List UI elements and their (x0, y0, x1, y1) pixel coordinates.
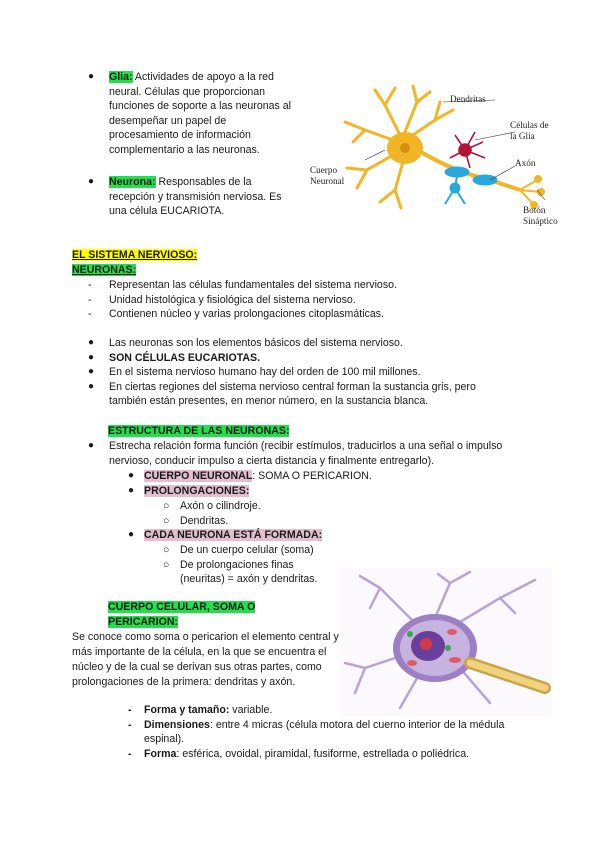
label-cuerpo-1: Cuerpo (310, 165, 338, 175)
bullet-icon: ● (88, 176, 95, 187)
neuronas-dash-list (88, 278, 528, 322)
bullet-icon: ● (128, 529, 135, 540)
label-boton-1: Botón (523, 205, 546, 215)
bullet-item: ● En el sistema nervioso humano hay del orden de 100 mil millones. (88, 366, 421, 379)
label-celulas-glia-1: Células de (510, 120, 549, 130)
bullet-icon: ● (128, 470, 135, 481)
bullet-item: ● Las neuronas son los elementos básicos del sistema nervioso. (88, 337, 403, 349)
sub-item: ○ Dendritas. (163, 514, 229, 527)
label-celulas-glia-2: la Glia (510, 131, 535, 141)
label-cuerpo-2: Neuronal (310, 176, 345, 186)
bullet-icon: ● (88, 337, 95, 348)
sub-item: ○ De prolongaciones finas (neuritas) = axón y dendritas. (163, 558, 318, 586)
sistema-heading: EL SISTEMA NERVIOSO: (72, 249, 198, 261)
prolongaciones-item: ● PROLONGACIONES: (128, 485, 250, 497)
soma-illustration (340, 568, 552, 716)
dash-item: - Forma: esférica, ovoidal, piramidal, fusiforme, estrellada o poliédrica. (128, 747, 470, 760)
neuronas-bullet-list (88, 336, 528, 409)
label-boton-2: Sináptico (523, 216, 558, 226)
dash-item: - Unidad histológica y fisiológica del sistema nervioso. (88, 293, 356, 306)
axon (421, 152, 520, 190)
dash-item: - Representan las células fundamentales del sistema nervioso. (88, 279, 397, 291)
circle-bullet-icon: ○ (163, 558, 170, 571)
prolongaciones-sublist (163, 499, 261, 528)
label-dendritas: Dendritas (450, 94, 486, 104)
cuerpo-celular-heading: CUERPO CELULAR, SOMA O PERICARION: (108, 601, 256, 628)
glia-term: Glia: (109, 71, 133, 83)
circle-bullet-icon: ○ (163, 544, 170, 556)
cuerpo-neuronal-item: ● CUERPO NEURONAL: SOMA O PERICARION. (128, 470, 372, 482)
cuerpo-celular-paragraph: Se conoce como soma o pericarion el elemento central y más importante de la célula, en la que se encuentra el núcleo y de la cual se derivan sus otras partes, como prolongaciones de la primera: dendritas y axón. (72, 631, 339, 689)
label-axon: Axón (515, 158, 536, 168)
cada-neurona-item: ● CADA NEURONA ESTÁ FORMADA: (128, 529, 323, 541)
sub-item: ○ De un cuerpo celular (soma) (163, 544, 314, 556)
estructura-bullet: ● Estrecha relación forma función (recibir estímulos, traducirlos a una señal o impulso nervioso, conducir impulso a cierta distancia y finalmente entregarlo). (88, 440, 503, 467)
glia-item (88, 70, 298, 158)
circle-bullet-icon: ○ (163, 514, 170, 527)
neurona-text: Responsables de la recepción y transmisión nerviosa. Es una célula EUCARIOTA. (109, 176, 282, 218)
estructura-heading: ESTRUCTURA DE LAS NEURONAS: (108, 425, 290, 437)
bullet-icon: ● (88, 71, 95, 82)
circle-bullet-icon: ○ (163, 500, 170, 512)
neuronas-subheading: NEURONAS: (72, 264, 137, 276)
bullet-icon: ● (88, 351, 95, 363)
bullet-icon: ● (88, 440, 95, 451)
neurona-item (88, 175, 298, 219)
glia-blue (445, 167, 497, 204)
bullet-icon: ● (88, 366, 95, 378)
axon (470, 663, 545, 688)
dash-item: - Dimensiones: entre 4 micras (célula motora del cuerno interior de la médula espinal). (128, 718, 505, 746)
synaptic-terminals (520, 176, 544, 208)
bullet-icon: ● (88, 380, 95, 392)
glia-text: Actividades de apoyo a la red neural. Células que proporcionan funciones de soporte a las neuronas al desempeñar un papel de procesamiento de información complementario a las neuronas. (109, 71, 291, 157)
sub-item: ○ Axón o cilindroje. (163, 500, 261, 512)
neurona-term: Neurona: (109, 176, 156, 188)
dash-item: - Contienen núcleo y varias prolongaciones citoplasmáticas. (88, 308, 385, 321)
cada-neurona-sublist (163, 543, 333, 587)
cuerpo-celular-list (128, 703, 528, 761)
neuron-diagram (305, 80, 575, 230)
bullet-item: ● SON CÉLULAS EUCARIOTAS. (88, 351, 261, 364)
soma-illustration-svg (340, 568, 552, 716)
bullet-item: ● En ciertas regiones del sistema nervioso central forman la sustancia gris, pero también están presentes, en menor número, en la sustancia blanca. (88, 380, 476, 408)
bullet-icon: ● (128, 485, 135, 496)
nucleolus (420, 638, 432, 650)
dash-item: - Forma y tamaño: variable. (128, 704, 273, 716)
nucleus (400, 143, 410, 153)
glia-red (450, 132, 485, 168)
